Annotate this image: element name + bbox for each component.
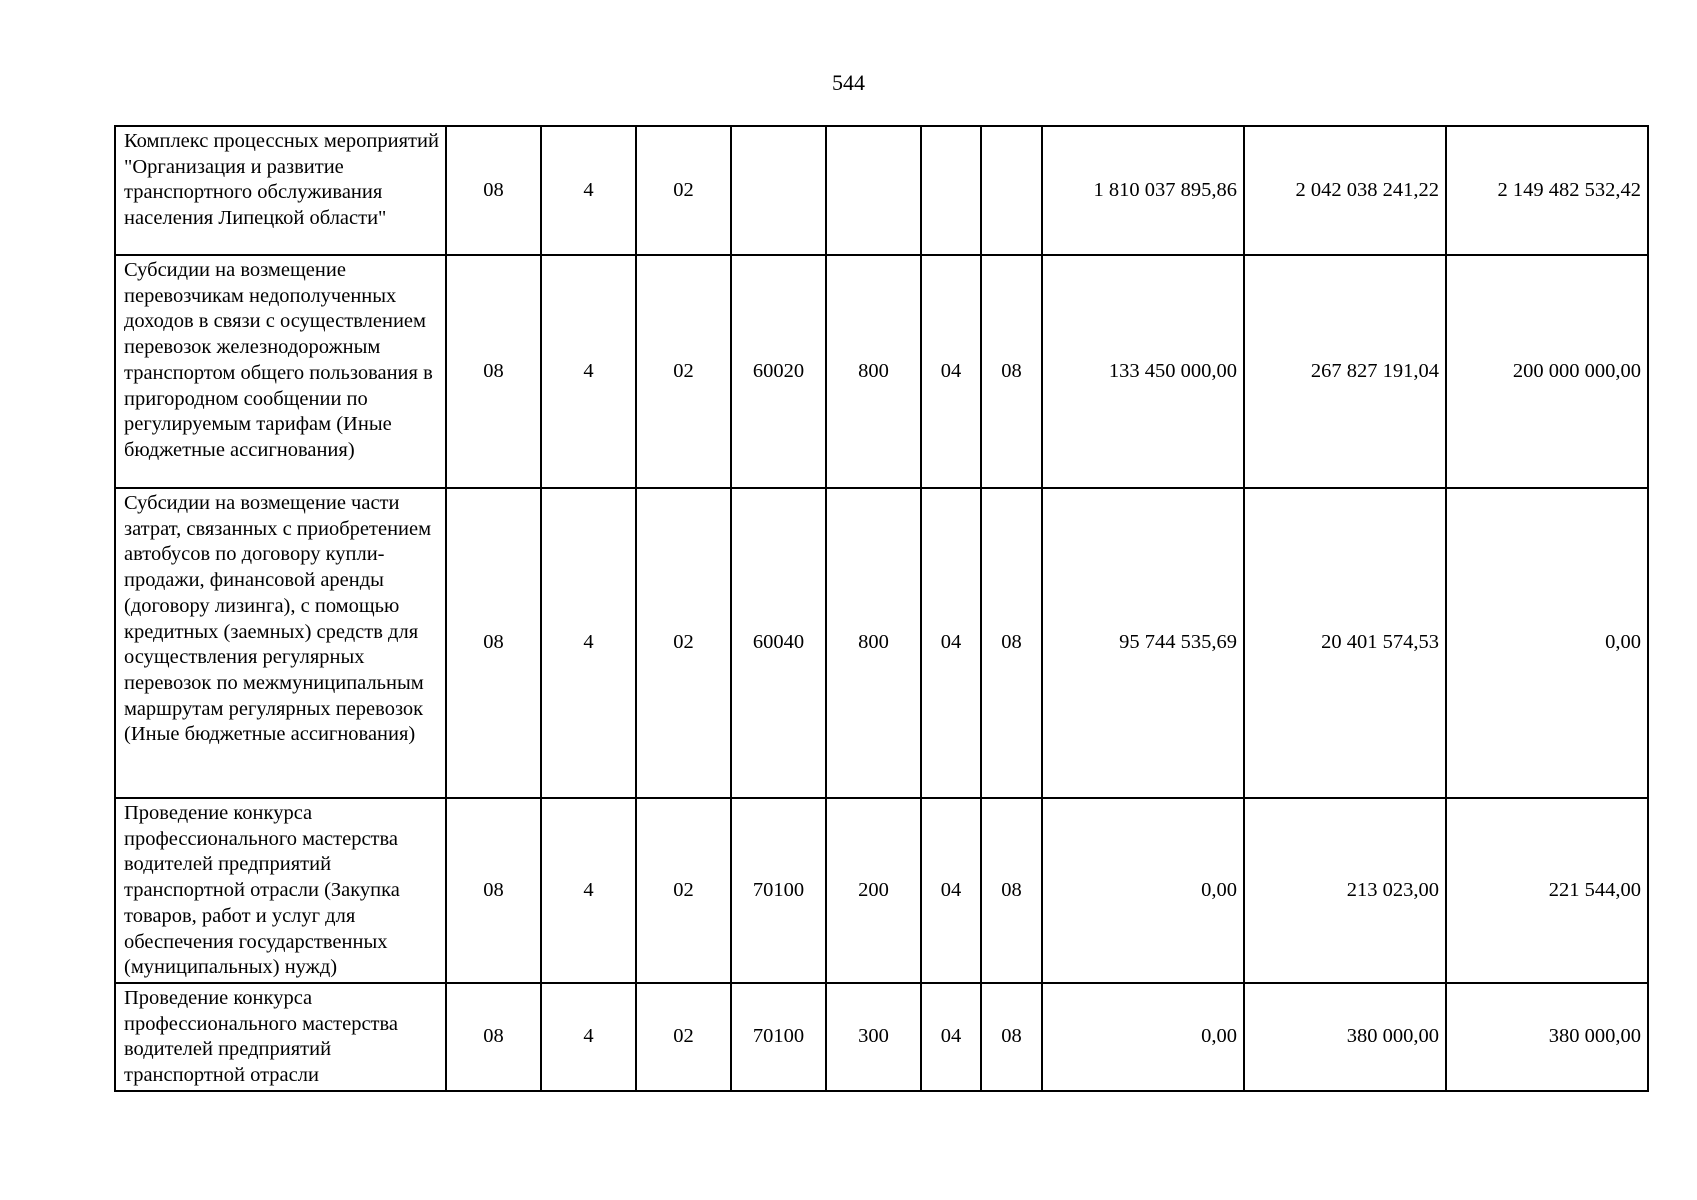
amount-cell: 380 000,00 bbox=[1446, 983, 1648, 1091]
code-cell: 800 bbox=[826, 255, 921, 488]
amount-cell: 221 544,00 bbox=[1446, 798, 1648, 983]
code-cell: 08 bbox=[981, 798, 1042, 983]
code-cell: 04 bbox=[921, 983, 981, 1091]
code-cell: 08 bbox=[446, 983, 541, 1091]
code-cell: 4 bbox=[541, 126, 636, 255]
code-cell: 02 bbox=[636, 126, 731, 255]
code-cell: 08 bbox=[446, 488, 541, 798]
amount-cell: 380 000,00 bbox=[1244, 983, 1446, 1091]
amount-cell: 0,00 bbox=[1042, 798, 1244, 983]
amount-cell: 0,00 bbox=[1042, 983, 1244, 1091]
amount-cell: 0,00 bbox=[1446, 488, 1648, 798]
amount-cell: 1 810 037 895,86 bbox=[1042, 126, 1244, 255]
table-row bbox=[115, 983, 1648, 1091]
code-cell bbox=[731, 126, 826, 255]
amount-cell: 2 042 038 241,22 bbox=[1244, 126, 1446, 255]
row-description: Субсидии на возмещение перевозчикам недополученных доходов в связи с осуществлением перевозок железнодорожным транспортом общего пользования в пригородном сообщении по регулируемым тарифам (Иные бюджетные ассигнования) bbox=[115, 255, 446, 488]
code-cell: 60040 bbox=[731, 488, 826, 798]
table-row bbox=[115, 488, 1648, 798]
code-cell: 02 bbox=[636, 488, 731, 798]
code-cell: 70100 bbox=[731, 983, 826, 1091]
code-cell: 08 bbox=[981, 255, 1042, 488]
code-cell: 02 bbox=[636, 983, 731, 1091]
code-cell: 08 bbox=[981, 983, 1042, 1091]
code-cell: 08 bbox=[446, 798, 541, 983]
code-cell: 08 bbox=[446, 255, 541, 488]
amount-cell: 95 744 535,69 bbox=[1042, 488, 1244, 798]
code-cell: 70100 bbox=[731, 798, 826, 983]
row-description: Проведение конкурса профессионального мастерства водителей предприятий транспортной отрасли bbox=[115, 983, 446, 1091]
code-cell bbox=[826, 126, 921, 255]
budget-table bbox=[114, 125, 1649, 1092]
code-cell bbox=[921, 126, 981, 255]
code-cell: 4 bbox=[541, 798, 636, 983]
code-cell: 02 bbox=[636, 798, 731, 983]
table-row bbox=[115, 126, 1648, 255]
code-cell: 4 bbox=[541, 255, 636, 488]
amount-cell: 133 450 000,00 bbox=[1042, 255, 1244, 488]
amount-cell: 20 401 574,53 bbox=[1244, 488, 1446, 798]
code-cell: 04 bbox=[921, 255, 981, 488]
amount-cell: 213 023,00 bbox=[1244, 798, 1446, 983]
row-description: Комплекс процессных мероприятий "Организация и развитие транспортного обслуживания населения Липецкой области" bbox=[115, 126, 446, 255]
code-cell: 60020 bbox=[731, 255, 826, 488]
amount-cell: 2 149 482 532,42 bbox=[1446, 126, 1648, 255]
code-cell: 200 bbox=[826, 798, 921, 983]
page-number: 544 bbox=[832, 70, 865, 95]
row-description: Субсидии на возмещение части затрат, связанных с приобретением автобусов по договору купли-продажи, финансовой аренды (договору лизинга), с помощью кредитных (заемных) средств для осуществления регулярных перевозок по межмуниципальным маршрутам регулярных перевозок (Иные бюджетные ассигнования) bbox=[115, 488, 446, 798]
code-cell: 800 bbox=[826, 488, 921, 798]
code-cell: 02 bbox=[636, 255, 731, 488]
code-cell: 04 bbox=[921, 488, 981, 798]
amount-cell: 200 000 000,00 bbox=[1446, 255, 1648, 488]
code-cell: 04 bbox=[921, 798, 981, 983]
table-row bbox=[115, 798, 1648, 983]
code-cell: 08 bbox=[446, 126, 541, 255]
code-cell: 300 bbox=[826, 983, 921, 1091]
amount-cell: 267 827 191,04 bbox=[1244, 255, 1446, 488]
code-cell: 08 bbox=[981, 488, 1042, 798]
table-row bbox=[115, 255, 1648, 488]
code-cell: 4 bbox=[541, 983, 636, 1091]
code-cell: 4 bbox=[541, 488, 636, 798]
code-cell bbox=[981, 126, 1042, 255]
row-description: Проведение конкурса профессионального мастерства водителей предприятий транспортной отрасли (Закупка товаров, работ и услуг для обеспечения государственных (муниципальных) нужд) bbox=[115, 798, 446, 983]
